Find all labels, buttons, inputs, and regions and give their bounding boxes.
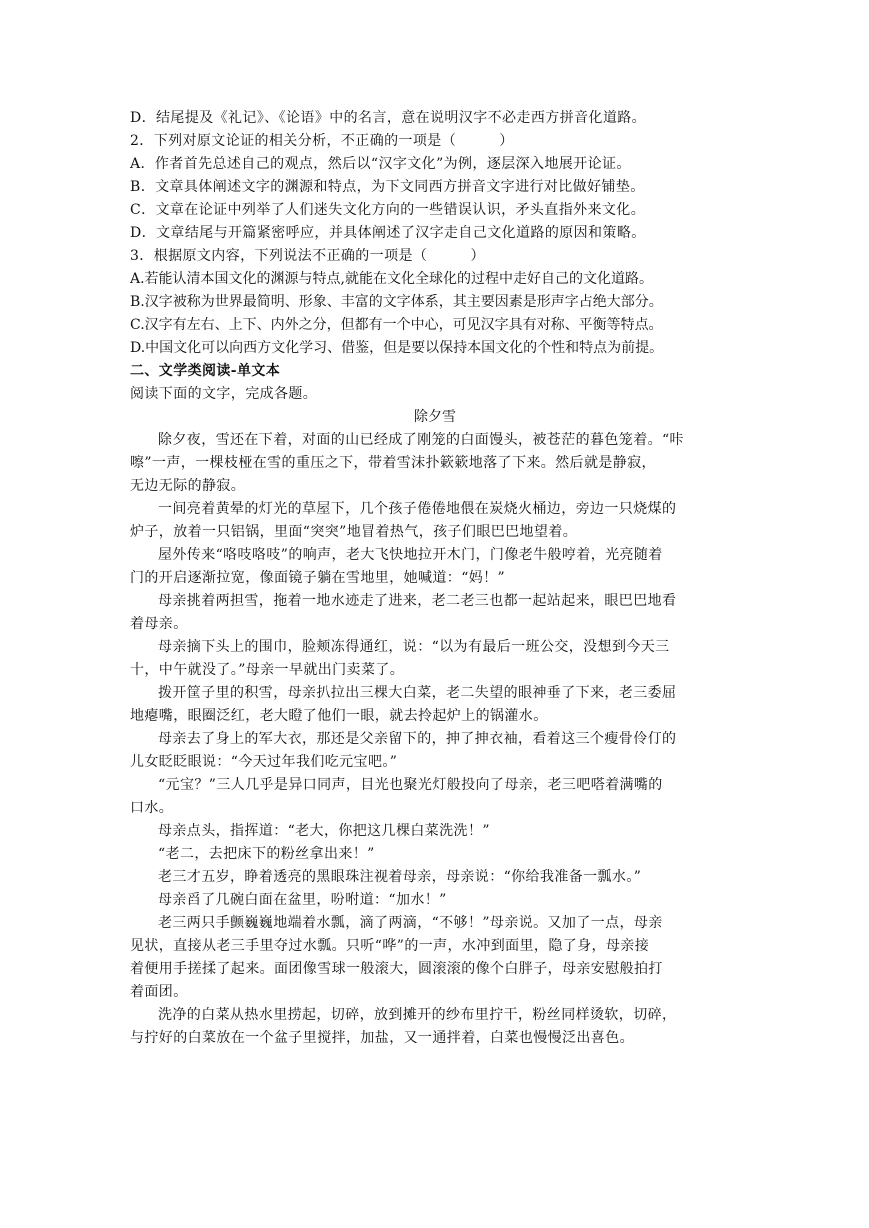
story-paragraph-line: “元宝？”三人几乎是异口同声，目光也聚光灯般投向了母亲，老三吧嗒着满嘴的 xyxy=(158,777,663,793)
story-body xyxy=(130,429,740,1050)
story-paragraph-line: 门的开启逐渐拉宽，像面镜子躺在雪地里，她喊道：“妈！” xyxy=(130,570,506,586)
story-paragraph-line: 母亲挑着两担雪，拖着一地水迹走了进来，老二老三也都一起站起来，眼巴巴地看 xyxy=(158,593,677,609)
document-content xyxy=(130,107,740,1050)
story-paragraph-line: 母亲舀了几碗白面在盆里，吩咐道：“加水！” xyxy=(158,892,447,908)
story-paragraph-line: 着母亲。 xyxy=(130,616,188,632)
story-paragraph-line: 炉子，放着一只铝锅，里面“突突”地冒着热气，孩子们眼巴巴地望着。 xyxy=(130,524,578,540)
story-paragraph-line: “老二，去把床下的粉丝拿出来！” xyxy=(158,846,375,862)
q2-option-d: D．文章结尾与开篇紧密呼应，并具体阐述了汉字走自己文化道路的原因和策略。 xyxy=(130,225,646,241)
q1-option-d: D．结尾提及《礼记》、《论语》中的名言，意在说明汉字不必走西方拼音化道路。 xyxy=(130,110,647,126)
story-paragraph-line: 着便用手搓揉了起来。面团像雪球一般滚大，圆滚滚的像个白胖子，母亲安慰般拍打 xyxy=(130,961,663,977)
story-paragraph-line: 母亲去了身上的军大衣，那还是父亲留下的，抻了抻衣袖，看着这三个瘦骨伶仃的 xyxy=(158,731,677,747)
story-paragraph-line: 与拧好的白菜放在一个盆子里搅拌，加盐，又一通拌着，白菜也慢慢泛出喜色。 xyxy=(130,1030,634,1046)
story-paragraph-line: 无边无际的静寂。 xyxy=(130,478,246,494)
story-paragraph-line: 老三两只手颤巍巍地端着水瓢，滴了两滴，“不够！”母亲说。又加了一点，母亲 xyxy=(158,915,663,931)
story-paragraph-line: 儿女眨眨眼说：“今天过年我们吃元宝吧。” xyxy=(130,754,398,770)
story-paragraph-line: 嚓”一声，一棵枝桠在雪的重压之下，带着雪沫扑簌簌地落了下来。然后就是静寂， xyxy=(130,455,656,471)
story-paragraph-line: 母亲摘下头上的围巾，脸颊冻得通红，说：“以为有最后一班公交，没想到今天三 xyxy=(158,639,670,655)
section-instruction: 阅读下面的文字，完成各题。 xyxy=(130,386,318,402)
q3-option-c: C.汉字有左右、上下、内外之分，但都有一个中心，可见汉字具有对称、平衡等特点。 xyxy=(130,317,663,333)
story-paragraph-line: 洗净的白菜从热水里捞起，切碎，放到摊开的纱布里拧干，粉丝同样烫软，切碎， xyxy=(158,1007,677,1023)
q3-stem: 3．根据原文内容，下列说法不正确的一项是（ ） xyxy=(130,248,485,264)
story-paragraph-line: 除夕夜，雪还在下着，对面的山已经成了刚笼的白面馒头，被苍茫的暮色笼着。“咔 xyxy=(158,432,684,448)
story-title: 除夕雪 xyxy=(414,409,456,425)
story-paragraph-line: 十，中午就没了。”母亲一早就出门卖菜了。 xyxy=(130,662,405,678)
q3-option-b: B.汉字被称为世界最简明、形象、丰富的文字体系，其主要因素是形声字占绝大部分。 xyxy=(130,294,663,310)
story-paragraph-line: 地瘪嘴，眼圈泛红，老大瞪了他们一眼，就去拎起炉上的锅灌水。 xyxy=(130,708,548,724)
q2-option-b: B．文章具体阐述文字的渊源和特点，为下文同西方拼音文字进行对比做好铺垫。 xyxy=(130,179,645,195)
q2-option-a: A．作者首先总述自己的观点，然后以“汉字文化”为例，逐层深入地展开论证。 xyxy=(130,156,631,172)
q3-option-d: D.中国文化可以向西方文化学习、借鉴，但是要以保持本国文化的个性和特点为前提。 xyxy=(130,340,664,356)
story-paragraph-line: 见状，直接从老三手里夺过水瓢。只听“哗”的一声，水冲到面里，隐了身，母亲接 xyxy=(130,938,650,954)
story-paragraph-line: 一间亮着黄晕的灯光的草屋下，几个孩子倦倦地偎在炭烧火桶边，旁边一只烧煤的 xyxy=(158,501,677,517)
q2-option-c: C．文章在论证中列举了人们迷失文化方向的一些错误认识，矛头直指外来文化。 xyxy=(130,202,646,218)
q3-option-a: A.若能认清本国文化的渊源与特点,就能在文化全球化的过程中走好自己的文化道路。 xyxy=(130,271,654,287)
section-heading: 二、文学类阅读-单文本 xyxy=(130,363,281,379)
story-paragraph-line: 母亲点头，指挥道：“老大，你把这几棵白菜洗洗！” xyxy=(158,823,490,839)
story-paragraph-line: 口水。 xyxy=(130,800,174,816)
story-paragraph-line: 老三才五岁，睁着透亮的黑眼珠注视着母亲，母亲说：“你给我准备一瓢水。” xyxy=(158,869,642,885)
story-paragraph-line: 拨开筐子里的积雪，母亲扒拉出三棵大白菜，老二失望的眼神垂了下来，老三委屈 xyxy=(158,685,677,701)
story-paragraph-line: 屋外传来“咯吱咯吱”的响声，老大飞快地拉开木门，门像老牛般哼着，光亮随着 xyxy=(158,547,663,563)
q2-stem: 2．下列对原文论证的相关分析，不正确的一项是（ ） xyxy=(130,133,514,149)
story-paragraph-line: 着面团。 xyxy=(130,984,188,1000)
